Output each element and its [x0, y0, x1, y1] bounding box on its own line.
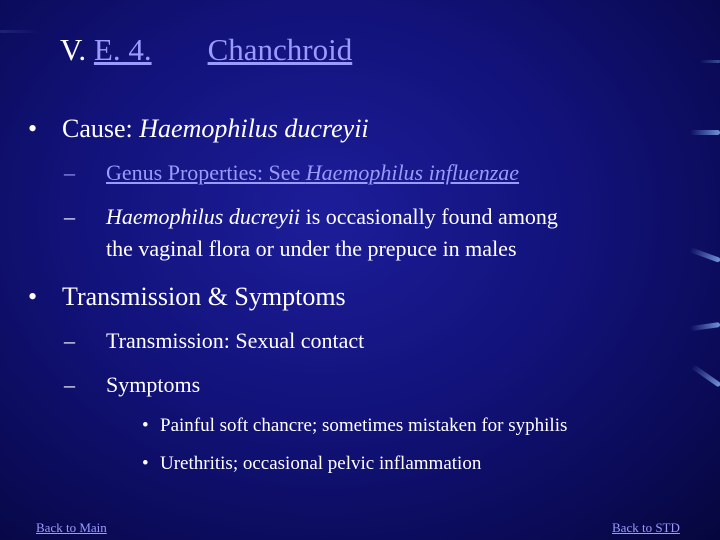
symptoms-text: Symptoms	[106, 372, 201, 397]
section-link[interactable]: E. 4.	[93, 32, 152, 67]
symptom-item-text: Painful soft chancre; sometimes mistaken for syphilis	[160, 415, 568, 436]
subbullet-symptoms	[64, 370, 200, 400]
genus-text[interactable]: Genus Properties: See	[106, 160, 306, 185]
bullet-glyph: •	[28, 282, 38, 311]
genus-organism[interactable]: Haemophilus influenzae	[305, 160, 520, 185]
decorative-streak	[690, 130, 720, 135]
cause-label: Cause:	[62, 114, 140, 143]
decorative-streak	[700, 60, 720, 63]
topic-link[interactable]: Chanchroid	[207, 32, 353, 67]
decorative-streak	[690, 322, 720, 331]
subbullet-flora-continued	[106, 234, 517, 264]
symptom-item	[142, 413, 567, 439]
flora-text-line1: is occasionally found among	[300, 204, 558, 229]
dash-glyph: –	[64, 372, 75, 397]
subbullet-flora	[64, 202, 558, 232]
symptom-item-text: Urethritis; occasional pelvic inflammation	[160, 453, 482, 474]
bullet-glyph: •	[142, 415, 149, 436]
slide-title	[60, 30, 352, 70]
transmission-heading: Transmission & Symptoms	[62, 282, 346, 311]
bullet-glyph: •	[28, 114, 38, 143]
flora-organism: Haemophilus ducreyii	[106, 204, 301, 229]
title-prefix: V.	[60, 32, 94, 67]
decorative-streak	[691, 364, 720, 388]
bullet-transmission-symptoms	[28, 280, 346, 314]
subbullet-transmission	[64, 326, 364, 356]
cause-organism: Haemophilus ducreyii	[139, 114, 369, 143]
dash-glyph: –	[64, 160, 75, 185]
bullet-glyph: •	[142, 453, 149, 474]
back-to-std-link[interactable]: Back to STD	[612, 520, 680, 535]
back-to-main-link[interactable]: Back to Main	[36, 520, 107, 535]
transmission-text: Transmission: Sexual contact	[106, 328, 365, 353]
subbullet-genus[interactable]	[64, 158, 519, 188]
flora-text-line2: the vaginal flora or under the prepuce in males	[106, 236, 517, 261]
decorative-streak	[689, 247, 720, 263]
dash-glyph: –	[64, 204, 75, 229]
symptom-item	[142, 451, 481, 477]
decorative-streak	[0, 30, 40, 33]
bullet-cause	[28, 112, 369, 146]
dash-glyph: –	[64, 328, 75, 353]
